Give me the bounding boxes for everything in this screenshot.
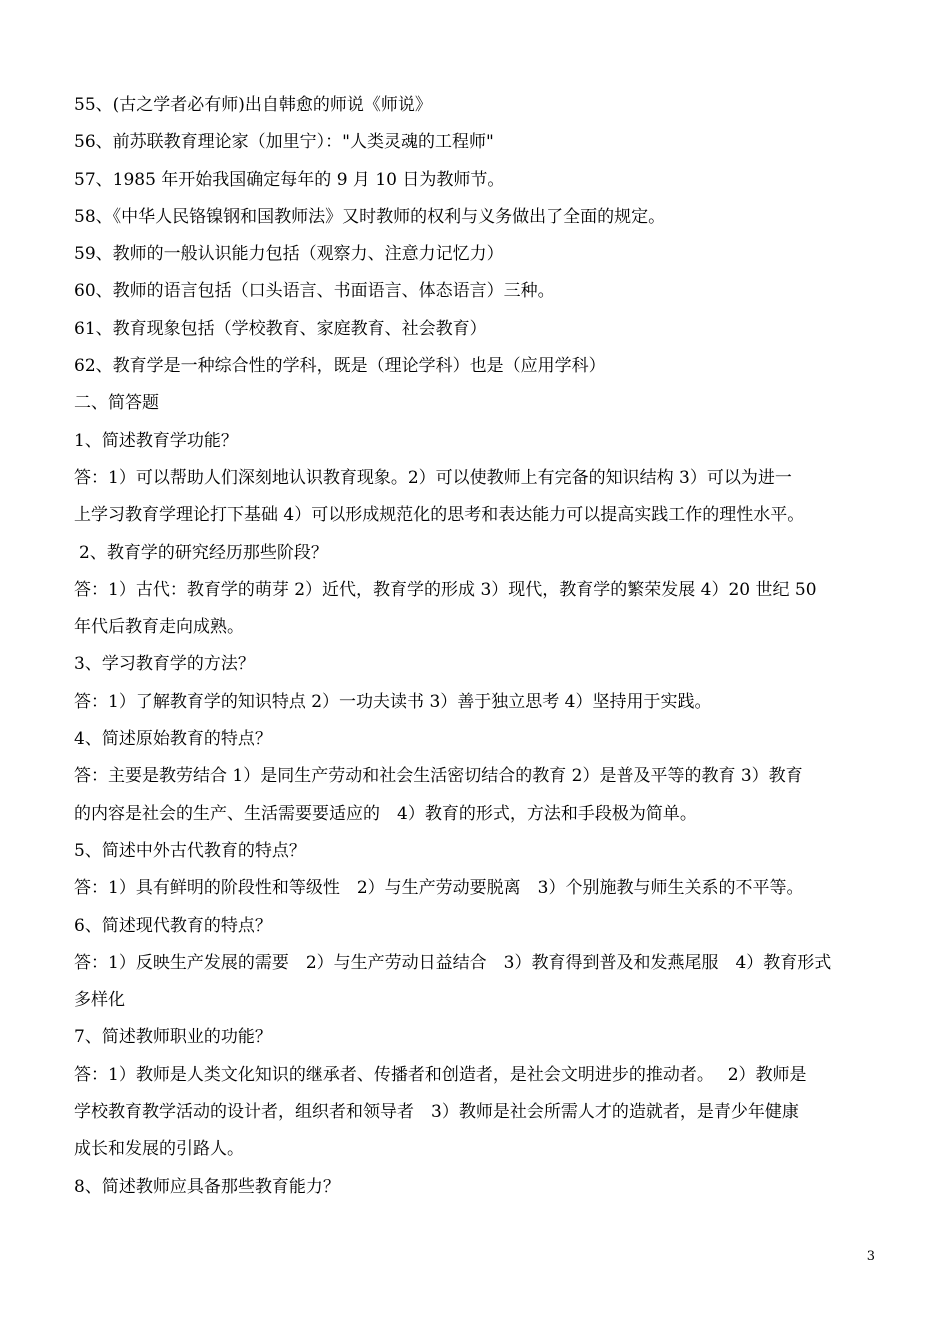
question: 3、学习教育学的方法？ xyxy=(74,654,255,675)
answer-line: 多样化 xyxy=(74,990,125,1011)
answer-line: 答：1）可以帮助人们深刻地认识教育现象。2）可以使教师上有完备的知识结构 3）可以为进一 xyxy=(74,467,792,488)
question: 7、简述教师职业的功能？ xyxy=(74,1027,272,1048)
text-line: 61、教育现象包括（学校教育、家庭教育、社会教育） xyxy=(74,318,487,339)
question: 2、教育学的研究经历那些阶段？ xyxy=(79,542,328,563)
question: 4、简述原始教育的特点？ xyxy=(74,729,272,750)
answer-line: 答：1）教师是人类文化知识的继承者、传播者和创造者，是社会文明进步的推动者。 2）教师是 xyxy=(74,1064,807,1085)
answer-line: 学校教育教学活动的设计者，组织者和领导者 3）教师是社会所需人才的造就者，是青少年健康 xyxy=(74,1102,799,1123)
page-number: 3 xyxy=(866,1249,875,1264)
question: 8、简述教师应具备那些教育能力？ xyxy=(74,1176,340,1197)
answer-line: 答：1）古代：教育学的萌芽 2）近代，教育学的形成 3）现代，教育学的繁荣发展 4）20 世纪 50 xyxy=(74,579,817,600)
text-line: 57、1985 年开始我国确定每年的 9 月 10 日为教师节。 xyxy=(74,169,505,190)
answer-line: 答：1）具有鲜明的阶段性和等级性 2）与生产劳动要脱离 3）个别施教与师生关系的不平等。 xyxy=(74,878,804,899)
answer-line: 答：主要是教劳结合 1）是同生产劳动和社会生活密切结合的教育 2）是普及平等的教育 3）教育 xyxy=(74,766,803,787)
question: 6、简述现代教育的特点？ xyxy=(74,915,272,936)
document-body xyxy=(74,87,880,1206)
text-line: 58、《中华人民铬镍钢和国教师法》又时教师的权利与义务做出了全面的规定。 xyxy=(74,206,666,227)
text-line: 56、前苏联教育理论家（加里宁）："人类灵魂的工程师" xyxy=(74,132,494,153)
text-line: 60、教师的语言包括（口头语言、书面语言、体态语言）三种。 xyxy=(74,281,555,302)
answer-line: 上学习教育学理论打下基础 4）可以形成规范化的思考和表达能力可以提高实践工作的理性水平。 xyxy=(74,505,805,526)
text-line: 62、教育学是一种综合性的学科，既是（理论学科）也是（应用学科） xyxy=(74,356,606,377)
answer-line: 答：1）了解教育学的知识特点 2）一功夫读书 3）善于独立思考 4）坚持用于实践。 xyxy=(74,691,712,712)
answer-line: 的内容是社会的生产、生活需要要适应的 4）教育的形式，方法和手段极为简单。 xyxy=(74,803,697,824)
text-line: 59、教师的一般认识能力包括（观察力、注意力记忆力） xyxy=(74,244,504,265)
question: 1、简述教育学功能？ xyxy=(74,430,238,451)
answer-line: 年代后教育走向成熟。 xyxy=(74,617,244,638)
text-line: 55、(古之学者必有师)出自韩愈的师说《师说》 xyxy=(74,95,432,115)
answer-line: 答：1）反映生产发展的需要 2）与生产劳动日益结合 3）教育得到普及和发燕尾服 4）教育形式 xyxy=(74,952,832,973)
section-heading: 二、简答题 xyxy=(74,393,159,414)
answer-line: 成长和发展的引路人。 xyxy=(74,1139,244,1160)
question: 5、简述中外古代教育的特点？ xyxy=(74,840,306,861)
